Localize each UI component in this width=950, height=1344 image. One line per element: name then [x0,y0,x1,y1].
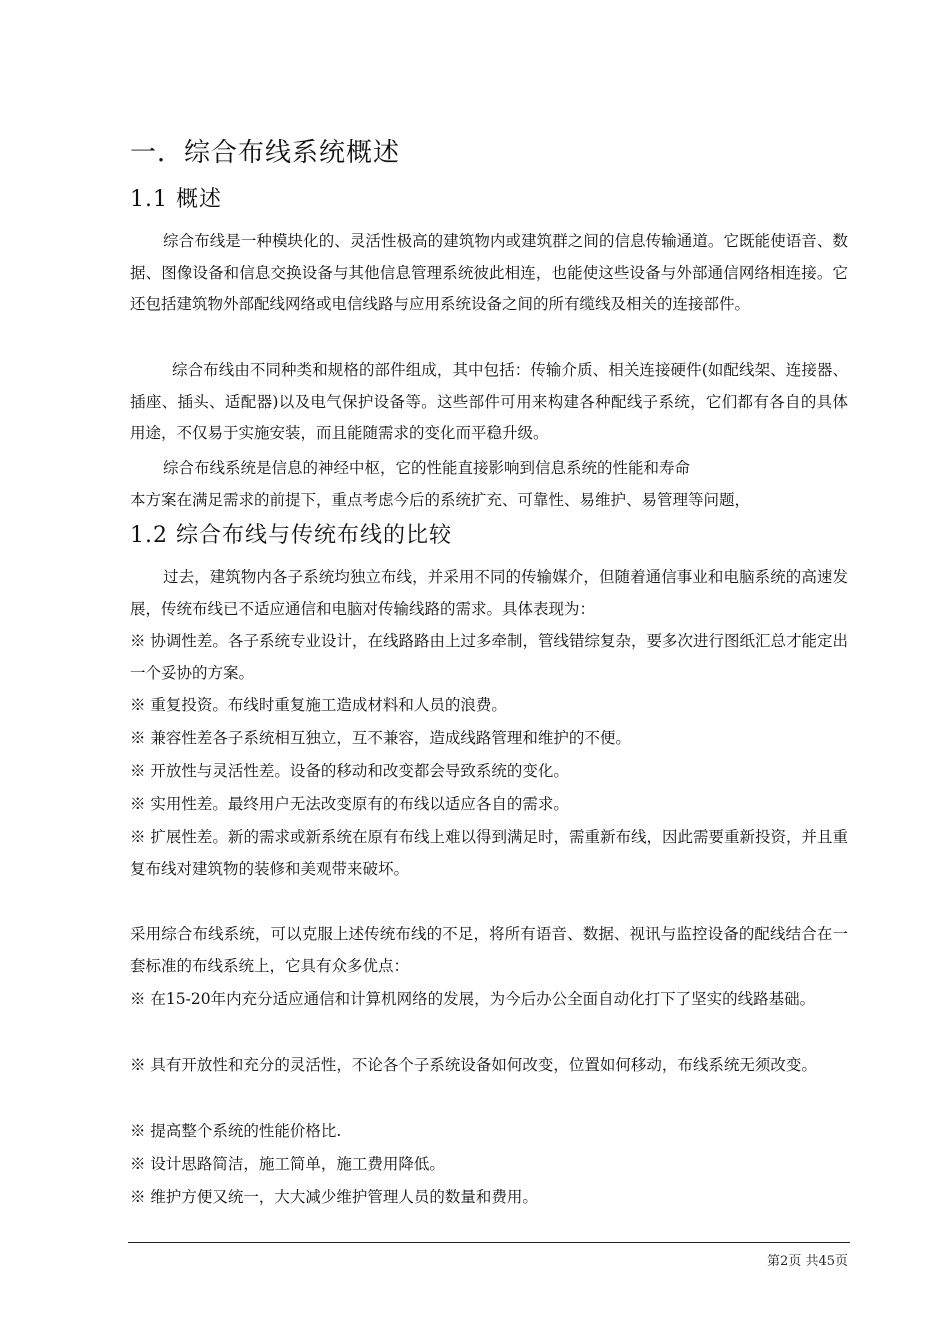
main-heading: 一．综合布线系统概述 [130,138,401,168]
list-item: ※ 具有开放性和充分的灵活性，不论各个子系统设备如何改变，位置如何移动，布线系统无须改变。 [130,1056,817,1074]
paragraph-advantages-intro: 采用综合布线系统，可以克服上述传统布线的不足，将所有语音、数据、视讯与监控设备的配线结合在一套标准的布线系统上，它具有众多优点： [130,925,848,975]
section-1-2-title: 1.2 综合布线与传统布线的比较 [130,523,452,548]
list-item: ※ 在15-20年内充分适应通信和计算机网络的发展，为今后办公全面自动化打下了坚实的线路基础。 [130,990,816,1008]
list-item: ※ 重复投资。布线时重复施工造成材料和人员的浪费。 [130,696,507,714]
paragraph-overview-3: 综合布线系统是信息的神经中枢，它的性能直接影响到信息系统的性能和寿命 [163,459,691,477]
list-item: ※ 兼容性差各子系统相互独立，互不兼容，造成线路管理和维护的不便。 [130,729,631,747]
list-item: ※ 协调性差。各子系统专业设计，在线路路由上过多牵制，管线错综复杂，要多次进行图纸汇总才能定出一个妥协的方案。 [130,632,848,682]
paragraph-comparison-intro: 过去，建筑物内各子系统均独立布线，并采用不同的传输媒介，但随着通信事业和电脑系统的高速发展，传统布线已不适应通信和电脑对传输线路的需求。具体表现为： [130,568,848,618]
list-item: ※ 维护方便又统一，大大减少维护管理人员的数量和费用。 [130,1188,538,1206]
paragraph-overview-1: 综合布线是一种模块化的、灵活性极高的建筑物内或建筑群之间的信息传输通道。它既能使语音、数据、图像设备和信息交换设备与其他信息管理系统彼此相连，也能使这些设备与外部通信网络相连接。它还包括建筑物外部配线网络或电信线路与应用系统设备之间的所有缆线及相关的连接部件。 [130,232,848,313]
paragraph-overview-4: 本方案在满足需求的前提下，重点考虑今后的系统扩充、可靠性、易维护、易管理等问题， [130,491,751,509]
section-1-1-title: 1.1 概述 [130,187,222,212]
page-number: 第2页 共45页 [767,1254,848,1269]
list-item: ※ 开放性与灵活性差。设备的移动和改变都会导致系统的变化。 [130,762,569,780]
footer-divider [128,1242,850,1243]
list-item: ※ 扩展性差。新的需求或新系统在原有布线上难以得到满足时，需重新布线，因此需要重新投资，并且重复布线对建筑物的装修和美观带来破坏。 [130,828,848,878]
list-item: ※ 设计思路简洁，施工简单，施工费用降低。 [130,1155,445,1173]
paragraph-overview-2: 综合布线由不同种类和规格的部件组成，其中包括：传输介质、相关连接硬件(如配线架、连接器、插座、插头、适配器)以及电气保护设备等。这些部件可用来构建各种配线子系统，它们都有各自的具体用途，不仅易于实施安装，而且能随需求的变化而平稳升级。 [130,361,848,442]
list-item: ※ 实用性差。最终用户无法改变原有的布线以适应各自的需求。 [130,795,569,813]
list-item: ※ 提高整个系统的性能价格比. [130,1122,342,1140]
